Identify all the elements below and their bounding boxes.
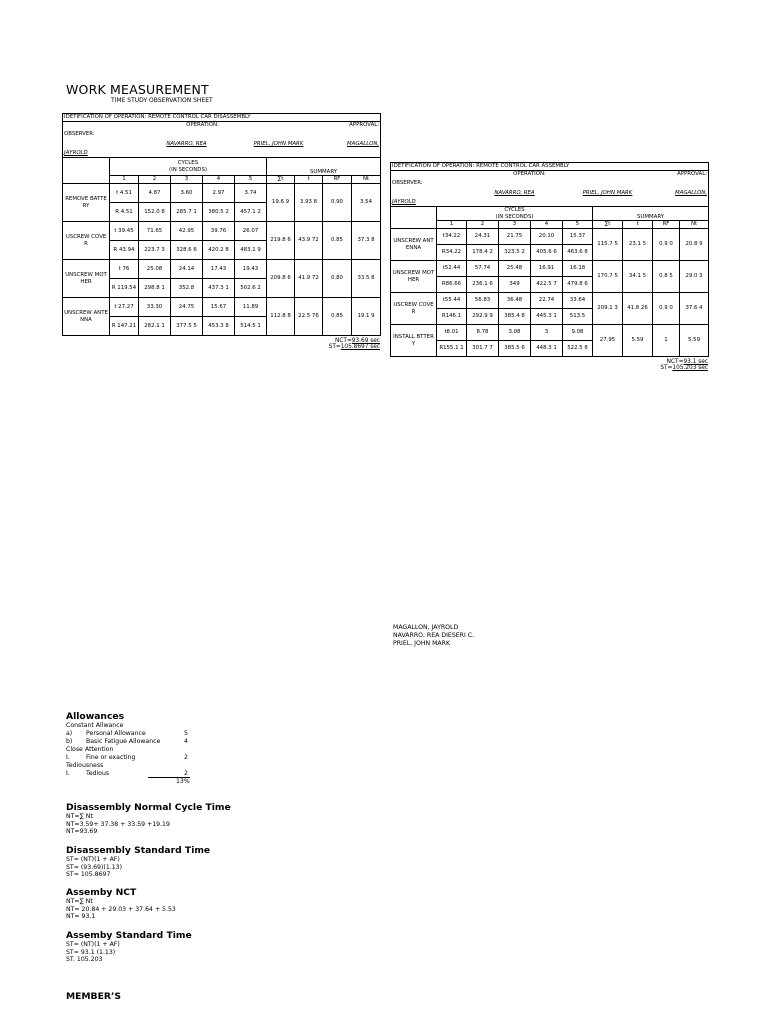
section-heading: Disassembly Standard Time bbox=[66, 845, 211, 856]
time-cell: 33.30 bbox=[139, 298, 171, 317]
reading-cell: R34.22 bbox=[437, 245, 467, 261]
st-value: 105.203 sec bbox=[672, 365, 708, 371]
time-cell: t34.22 bbox=[437, 229, 467, 245]
time-cell: 2.97 bbox=[203, 184, 235, 203]
time-cell: 20.10 bbox=[531, 229, 563, 245]
reading-cell: 483.1 9 bbox=[235, 241, 267, 260]
time-cell: 8.78 bbox=[467, 325, 499, 341]
reading-cell: 377.5 5 bbox=[171, 317, 203, 336]
reading-cell: R 4.51 bbox=[110, 203, 139, 222]
time-cell: 24.75 bbox=[171, 298, 203, 317]
average-cell: 3.93 8 bbox=[295, 184, 323, 222]
operation-identification: IDETIFICATION OF OPERATION: REMOTE CONTROL CAR DISASSEMBLY bbox=[63, 114, 381, 122]
time-cell: t8.01 bbox=[437, 325, 467, 341]
table-row bbox=[391, 229, 709, 245]
formula-line: ST= (NT)(1 + AF) bbox=[66, 941, 120, 948]
column-header: RF bbox=[653, 221, 680, 229]
reading-cell: 522.5 8 bbox=[563, 341, 593, 357]
time-cell: 26.07 bbox=[235, 222, 267, 241]
sum-cell: 115.7 5 bbox=[593, 229, 623, 261]
reading-cell: 349 bbox=[499, 277, 531, 293]
time-cell: 25.48 bbox=[499, 261, 531, 277]
allowance-item: Fine or exacting bbox=[86, 754, 136, 761]
reading-cell: 453.3 8 bbox=[203, 317, 235, 336]
time-cell: 33.64 bbox=[563, 293, 593, 309]
element-name: UNSCREW MOTHER bbox=[63, 260, 110, 298]
element-name: UNSCREW ANTENNA bbox=[391, 229, 437, 261]
operation-name: PRIEL, JOHN MARK bbox=[253, 140, 304, 147]
reading-cell: 385.4 8 bbox=[499, 309, 531, 325]
reading-cell: 457.1 2 bbox=[235, 203, 267, 222]
reading-cell: R 43.94 bbox=[110, 241, 139, 260]
column-header: Nt bbox=[352, 176, 381, 184]
reading-cell: 502.6 2 bbox=[235, 279, 267, 298]
rating-cell: 0.80 bbox=[323, 260, 352, 298]
column-header: 2 bbox=[139, 176, 171, 184]
reading-cell: R 147.21 bbox=[110, 317, 139, 336]
normal-time-cell: 37.6 4 bbox=[680, 293, 709, 325]
time-cell: t 39.45 bbox=[110, 222, 139, 241]
time-cell: 15.37 bbox=[563, 229, 593, 245]
formula-line: NT=∑ Nt bbox=[66, 813, 93, 820]
allowances-total: 13% bbox=[176, 778, 190, 785]
member-name: MAGALLON, JAYROLD bbox=[393, 624, 459, 631]
rating-cell: 0.85 bbox=[323, 222, 352, 260]
time-cell: t55.44 bbox=[437, 293, 467, 309]
page-subtitle: TIME STUDY OBSERVATION SHEET bbox=[111, 97, 213, 104]
reading-cell: R 119.54 bbox=[110, 279, 139, 298]
approval-name: MAGALLON, bbox=[653, 189, 709, 198]
assembly-sheet bbox=[390, 162, 708, 371]
table-row bbox=[63, 260, 381, 279]
reading-cell: R146.1 bbox=[437, 309, 467, 325]
summary-header: SUMMARY bbox=[593, 207, 709, 221]
column-header: ∑t bbox=[267, 176, 295, 184]
rating-cell: 0.8 5 bbox=[653, 261, 680, 293]
formula-line: ST= 93.1 (1.13) bbox=[66, 948, 116, 956]
section-assembly-st bbox=[66, 930, 192, 964]
rating-cell: 0.9 0 bbox=[653, 229, 680, 261]
cycles-label: CYCLES bbox=[177, 160, 199, 167]
allowance-label: I. bbox=[66, 754, 70, 761]
column-header: RF bbox=[323, 176, 352, 184]
sum-cell: 170.7 5 bbox=[593, 261, 623, 293]
page-title: WORK MEASUREMENT bbox=[66, 82, 209, 97]
reading-cell: 405.6 6 bbox=[531, 245, 563, 261]
approval-name: MAGALLON, bbox=[323, 140, 381, 149]
assembly-table bbox=[390, 162, 709, 357]
reading-cell: 298.8 1 bbox=[139, 279, 171, 298]
member-name: NAVARRO, REA DIESERI C. bbox=[393, 632, 475, 640]
operation-name: PRIEL, JOHN MARK bbox=[582, 189, 633, 196]
cycles-header bbox=[110, 158, 267, 176]
average-cell: 41.9 72 bbox=[295, 260, 323, 298]
time-cell: 16.91 bbox=[531, 261, 563, 277]
column-header: 4 bbox=[203, 176, 235, 184]
allowance-line bbox=[66, 722, 226, 730]
time-cell: 24.14 bbox=[171, 260, 203, 279]
reading-cell: 420.2 8 bbox=[203, 241, 235, 260]
allowance-line bbox=[66, 730, 226, 738]
time-cell: 9.08 bbox=[563, 325, 593, 341]
reading-cell: 422.5 7 bbox=[531, 277, 563, 293]
normal-time-cell: 3.54 bbox=[352, 184, 381, 222]
table-row bbox=[63, 184, 381, 203]
section-heading: Disassembly Normal Cycle Time bbox=[66, 802, 231, 813]
st-label: ST= bbox=[660, 365, 673, 371]
approval-label: APPROVAL: bbox=[593, 171, 709, 178]
time-cell: 25.08 bbox=[139, 260, 171, 279]
reading-cell: 223.7 3 bbox=[139, 241, 171, 260]
element-name: USCREW COVER bbox=[391, 293, 437, 325]
formula-line: NT=93.69 bbox=[66, 828, 98, 836]
time-cell: 42.95 bbox=[171, 222, 203, 241]
disassembly-table bbox=[62, 113, 381, 336]
reading-cell: 323.5 2 bbox=[499, 245, 531, 261]
allowance-label: Tediousness bbox=[66, 762, 104, 769]
column-header: 2 bbox=[467, 221, 499, 229]
reading-cell: 178.4 2 bbox=[467, 245, 499, 261]
reading-cell: 352.8 bbox=[171, 279, 203, 298]
reading-cell: 301.7 7 bbox=[467, 341, 499, 357]
column-header: 1 bbox=[437, 221, 467, 229]
time-cell: 3 bbox=[531, 325, 563, 341]
time-cell: 36.48 bbox=[499, 293, 531, 309]
time-cell: 24.31 bbox=[467, 229, 499, 245]
normal-time-cell: 33.5 8 bbox=[352, 260, 381, 298]
time-cell: t 76 bbox=[110, 260, 139, 279]
table-row bbox=[63, 298, 381, 317]
normal-time-cell: 29.0 3 bbox=[680, 261, 709, 293]
operation-label: OPERATION: bbox=[186, 122, 219, 129]
nct-label: NCT= bbox=[666, 359, 684, 365]
approval-name-cont: JAYROLD bbox=[391, 198, 709, 207]
column-header-row bbox=[391, 221, 709, 229]
reading-cell: 463.6 8 bbox=[563, 245, 593, 261]
time-cell: t52.44 bbox=[437, 261, 467, 277]
operation-label: OPERATION: bbox=[513, 171, 546, 178]
st-label: ST= bbox=[328, 344, 341, 350]
st-value: 105.8697 sec bbox=[340, 344, 380, 350]
rating-cell: 0.90 bbox=[323, 184, 352, 222]
average-cell: 23.1 5 bbox=[623, 229, 653, 261]
allowance-item: Personal Allowance bbox=[86, 730, 146, 737]
formula-line: ST= 105.8697 bbox=[66, 871, 111, 879]
normal-time-cell: 20.8 9 bbox=[680, 229, 709, 261]
allowance-item: Basic Fatigue Allowance bbox=[86, 738, 161, 745]
reading-cell: 380.5 2 bbox=[203, 203, 235, 222]
allowance-label: Close Attention bbox=[66, 746, 114, 753]
column-header: 4 bbox=[531, 221, 563, 229]
sum-cell: 19.6 9 bbox=[267, 184, 295, 222]
observer-label: OBSERVER: bbox=[63, 129, 139, 140]
sum-cell: 209.1 3 bbox=[593, 293, 623, 325]
nct-label: NCT= bbox=[334, 338, 352, 344]
allowance-item: Tedious bbox=[86, 770, 110, 777]
allowance-line bbox=[66, 746, 226, 754]
section-assembly-nct bbox=[66, 887, 176, 921]
cycles-label: CYCLES bbox=[504, 207, 525, 214]
reading-cell: R86.66 bbox=[437, 277, 467, 293]
allowance-value: 2 bbox=[184, 754, 188, 761]
reading-cell: 282.1 1 bbox=[139, 317, 171, 336]
reading-cell: 236.1 6 bbox=[467, 277, 499, 293]
reading-cell: 513.5 bbox=[563, 309, 593, 325]
allowance-line bbox=[66, 770, 226, 778]
element-name: USCREW COVER bbox=[63, 222, 110, 260]
formula-line: NT= 20.84 + 29.03 + 37.64 + 5.53 bbox=[66, 905, 176, 913]
column-header: ∑t bbox=[593, 221, 623, 229]
members-heading: MEMBER’S bbox=[66, 991, 122, 1002]
empty-cell bbox=[391, 207, 437, 229]
rating-cell: 0.85 bbox=[323, 298, 352, 336]
section-heading: Assemby NCT bbox=[66, 887, 137, 898]
reading-cell: 445.3 1 bbox=[531, 309, 563, 325]
disassembly-st bbox=[62, 344, 380, 350]
sum-cell: 27.95 bbox=[593, 325, 623, 357]
cycles-unit: (IN SECONDS) bbox=[169, 166, 207, 173]
time-cell: 15.67 bbox=[203, 298, 235, 317]
average-cell: 41.8 26 bbox=[623, 293, 653, 325]
allowance-label: a) bbox=[66, 730, 73, 737]
allowances-total-row bbox=[66, 778, 226, 786]
section-heading: Assemby Standard Time bbox=[66, 930, 192, 941]
rating-cell: 1 bbox=[653, 325, 680, 357]
column-header: 3 bbox=[171, 176, 203, 184]
allowance-value: 4 bbox=[184, 738, 188, 745]
time-cell: 3.60 bbox=[171, 184, 203, 203]
time-cell: 22.74 bbox=[531, 293, 563, 309]
column-header: 1 bbox=[110, 176, 139, 184]
formula-line: NT= 93.1 bbox=[66, 913, 96, 921]
time-cell: 3.74 bbox=[235, 184, 267, 203]
time-cell: 11.89 bbox=[235, 298, 267, 317]
approval-name-cont: JAYROLD bbox=[63, 149, 381, 158]
reading-cell: 292.9 9 bbox=[467, 309, 499, 325]
average-cell: 5.59 bbox=[623, 325, 653, 357]
element-name: UNSCREW ANTENNA bbox=[63, 298, 110, 336]
observer-name: NAVARRO, REA bbox=[166, 140, 207, 147]
column-header-row bbox=[63, 176, 381, 184]
allowance-line bbox=[66, 762, 226, 770]
normal-time-cell: 5.59 bbox=[680, 325, 709, 357]
members-heading-section bbox=[66, 991, 121, 1002]
table-row bbox=[391, 325, 709, 341]
table-row bbox=[391, 293, 709, 309]
time-cell: 21.75 bbox=[499, 229, 531, 245]
formula-line: ST= (93.69)(1.13) bbox=[66, 863, 123, 871]
reading-cell: 152.0 8 bbox=[139, 203, 171, 222]
column-header: 3 bbox=[499, 221, 531, 229]
element-name: INSTALL BTTERY bbox=[391, 325, 437, 357]
formula-line: ST= (NT)(1 + AF) bbox=[66, 856, 120, 863]
table-row bbox=[63, 222, 381, 241]
cycles-unit: (IN SECONDS) bbox=[495, 213, 534, 220]
nct-value: 93.69 sec bbox=[351, 338, 380, 344]
sum-cell: 112.8 8 bbox=[267, 298, 295, 336]
member-name: PRIEL, JOHN MARK bbox=[393, 640, 451, 648]
time-cell: 19.43 bbox=[235, 260, 267, 279]
members-list bbox=[393, 624, 474, 649]
reading-cell: 328.6 6 bbox=[171, 241, 203, 260]
element-name: UNSCREW MOTHER bbox=[391, 261, 437, 293]
cycles-header bbox=[437, 207, 593, 221]
rating-cell: 0.9 0 bbox=[653, 293, 680, 325]
reading-cell: 514.5 1 bbox=[235, 317, 267, 336]
sum-cell: 219.8 6 bbox=[267, 222, 295, 260]
column-header: 5 bbox=[235, 176, 267, 184]
allowances-list bbox=[66, 722, 226, 778]
allowance-value: 5 bbox=[184, 730, 188, 737]
observer-name: NAVARRO, REA bbox=[494, 189, 535, 196]
reading-cell: 479.8 6 bbox=[563, 277, 593, 293]
disassembly-sheet bbox=[62, 113, 380, 350]
reading-cell: 385.5 6 bbox=[499, 341, 531, 357]
time-cell: 4.87 bbox=[139, 184, 171, 203]
column-header: 5 bbox=[563, 221, 593, 229]
allowance-value: 2 bbox=[184, 770, 188, 777]
time-cell: 71.65 bbox=[139, 222, 171, 241]
sum-cell: 209.8 6 bbox=[267, 260, 295, 298]
reading-cell: R155.1 1 bbox=[437, 341, 467, 357]
column-header: t bbox=[295, 176, 323, 184]
time-cell: 57.74 bbox=[467, 261, 499, 277]
allowances-heading: Allowances bbox=[66, 711, 125, 722]
assembly-st bbox=[390, 365, 708, 371]
allowance-label: I. bbox=[66, 770, 70, 777]
approval-label: APPROVAL: bbox=[267, 122, 381, 129]
reading-cell: 285.7 1 bbox=[171, 203, 203, 222]
formula-line: ST. 105.203 bbox=[66, 956, 103, 964]
column-header: t bbox=[623, 221, 653, 229]
observer-label: OBSERVER: bbox=[391, 178, 467, 189]
normal-time-cell: 19.1 9 bbox=[352, 298, 381, 336]
allowances-section bbox=[66, 711, 226, 786]
time-cell: t 4.51 bbox=[110, 184, 139, 203]
nct-value: 93.1 sec bbox=[683, 359, 708, 365]
time-cell: 39.76 bbox=[203, 222, 235, 241]
section-disassembly-st bbox=[66, 845, 210, 879]
column-header: Nt bbox=[680, 221, 709, 229]
average-cell: 22.5 76 bbox=[295, 298, 323, 336]
time-cell: 16.18 bbox=[563, 261, 593, 277]
reading-cell: 437.3 1 bbox=[203, 279, 235, 298]
operation-identification: IDETIFICATION OF OPERATION: REMOTE CONTROL CAR ASSEMBLY bbox=[391, 163, 709, 171]
summary-header: SUMMARY bbox=[267, 158, 381, 176]
time-cell: t 27.27 bbox=[110, 298, 139, 317]
time-cell: 17.43 bbox=[203, 260, 235, 279]
allowance-label: b) bbox=[66, 738, 73, 745]
average-cell: 43.9 72 bbox=[295, 222, 323, 260]
formula-line: NT=∑ Nt bbox=[66, 898, 93, 905]
table-row bbox=[391, 261, 709, 277]
empty-cell bbox=[63, 158, 110, 184]
allowance-line bbox=[66, 754, 226, 762]
average-cell: 34.1 5 bbox=[623, 261, 653, 293]
section-disassembly-nct bbox=[66, 802, 231, 836]
formula-line: NT=3.59+ 37.38 + 33.59 +19.19 bbox=[66, 820, 170, 828]
time-cell: 3.08 bbox=[499, 325, 531, 341]
reading-cell: 448.3 1 bbox=[531, 341, 563, 357]
time-cell: 56.83 bbox=[467, 293, 499, 309]
normal-time-cell: 37.3 8 bbox=[352, 222, 381, 260]
element-name: REMOVE BATTERY bbox=[63, 184, 110, 222]
allowance-label: Constant Allwance bbox=[66, 722, 124, 729]
allowance-line bbox=[66, 738, 226, 746]
